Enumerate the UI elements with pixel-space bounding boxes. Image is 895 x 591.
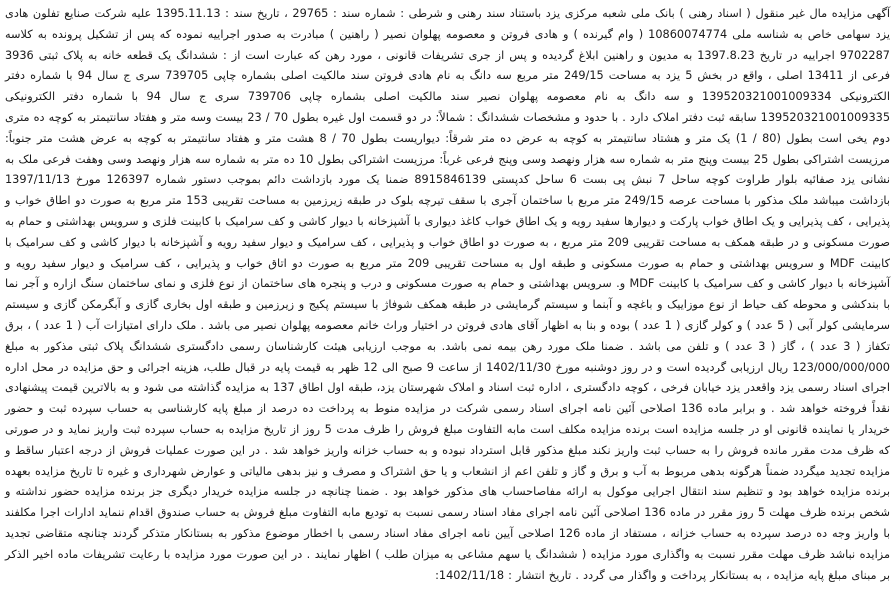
auction-notice-text: آگهی مزایده مال غیر منقول ( اسناد رهنی ) بانک ملی شعبه مرکزی یزد باستناد سند رهنی و شرطی : شماره سند : 29765 ، تاریخ سند : 1395.11.13 علیه شرکت صنایع تفلون هادی یزد سهامی خاص به شناسه ملی 10860074774 ( وام گیرنده ) و هادی فروتن و معصومه پهلوان نصیر ( راهنین ) مبادرت به صدور اجراییه نموده که پس از تشکیل پرونده به کلاسه 9702287 اجراییه در تاریخ 1397.8.23 به مدیون و راهنین ابلاغ گردیده و پس از جری تشریفات قانونی ، مورد رهن که عبارت است از : ششدانگ یک قطعه خانه به پلاک ثبتی 3936 فرعی از 13411 اصلی ، واقع در بخش 5 یزد به مساحت 249/15 متر مربع سه دانگ به نام هادی فروتن سند مالکیت اصلی بشماره چاپی 739705 سری ج سال 94 با شماره دفتر الکترونیکی 139520321001009334 و سه دانگ به نام معصومه پهلوان نصیر سند مالکیت اصلی بشماره چاپی 739706 سری ج سال 94 با شماره دفتر الکترونیکی 139520321001009335 سابقه ثبت دفتر املاک دارد . با حدود و مشخصات ششدانگ : شمالاً: در دو قسمت اول غیره بطول 70 / 23 بیست وسه متر و هفتاد سانتیمتر به کوچه ده متری دوم یخی است بطول (80 / 1) یک متر و هشتاد سانتیمتر به کوچه به عرض ده متر شرقاً: دیواریست بطول 70 / 8 هشت متر و هفتاد سانتیمتر به کوچه به عرض هشت متر جنوباً: مرزیست اشتراکی بطول 25 بیست وپنج متر به شماره سه هزار ونهصد وسی وپنج فرعی غرباً: مرزیست اشتراکی بطول 10 ده متر به شماره سه هزار ونهصد وسی وهفت فرعی ملک به نشانی یزد صفائیه بلوار طراوت کوچه ساحل 7 نبش پی بست 6 ساحل کدپستی 8915846139 ضمنا یک مورد بازداشت دائم بموجب دستور شماره 126397 مورخ 1397/11/13 بازداشت میباشد ملک مذکور با مساحت عرصه 249/15 متر مربع با ساختمان آجری با سقف تیرچه بلوک در طبقه زیرزمین به مساحت تقریبی 153 متر مربع به صورت دو اطاق خواب و پذیرایی ، کف پذیرایی و یک اطاق خواب پارکت و دیوارها سفید رویه و یک اطاق خواب کاغذ دیواری با آشپزخانه با دیوار کاشی و کف سرامیک با کابینت فلزی و سرویس بهداشتی و حمام به صورت مسکونی و در طبقه همکف به مساحت تقریبی 209 متر مربع ، به صورت دو اطاق خواب و پذیرایی ، کف سرامیک و دیوار سفید رویه و آشپزخانه با دیوار کاشی و کف سرامیک با کابینت MDF و سرویس بهداشتی و حمام به صورت مسکونی و طبقه اول به مساحت تقریبی 209 متر مربع به صورت دو اتاق خواب و پذیرایی ، کف سرامیک و دیوار سفید رویه و آشپزخانه با دیوار کاشی و کف سرامیک با کابینت MDF و. سرویس بهداشتی و حمام به صورت مسکونی و درب و پنجره های ساختمان از نوع فلزی و نمای ساختمان سنگ ازاره و آجر نما با بندکشی و محوطه کف حیاط از نوع موزاییک و باغچه و آبنما و سیستم گرمایشی در طبقه همکف شوفاژ با سیستم پکیج و زیرزمین و طبقه اول بخاری گازی و آبگرمکن گازی و سیستم سرمایشی کولر آبی ( 5 عدد ) و کولر گازی ( 1 عدد ) بوده و بنا به اظهار آقای هادی فروتن در اختیار وراث خانم معصومه پهلوان نصیر می باشد . ملک دارای امتیازات آب ( 1 عدد ) ، برق تکفاز ( 3 عدد ) ، گاز ( 3 عدد ) و تلفن می باشد . ضمنا ملک مورد رهن بیمه نمی باشد. به موجب ارزیابی هیئت کارشناسان رسمی دادگستری ششدانگ پلاک ثبتی مذکور به مبلغ 123/000/000/000 ریال ارزیابی گردیده است و در روز دوشنبه مورخ 1402/11/30 از ساعت 9 صبح الی 12 ظهر به قیمت پایه در قبال طلب، هزینه اجرائی و حق مزایده در محل اداره اجرای اسناد رسمی یزد واقعدر یزد خیابان فرخی ، کوچه دادگستری ، اداره ثبت اسناد و املاک شهرستان یزد، طبقه اول اطاق 137 به مزایده گذاشته می شود و به بالاترین قیمت پیشنهادی نقداً فروخته خواهد شد . و برابر ماده 136 اصلاحی آئین نامه اجرای اسناد رسمی شرکت در مزایده منوط به پرداخت ده درصد از مبلغ پایه کارشناسی به حساب سپرده ثبت و حضور خریدار یا نماینده قانونی او در جلسه مزایده است برنده مزایده مکلف است مابه التفاوت مبلغ فروش را ظرف مدت 5 روز از تاریخ مزایده به حساب سپرده ثبت واریز نماید و در صورتی که ظرف مدت مقرر مانده فروش را به حساب ثبت واریز نکند مبلغ مذکور قابل استرداد نبوده و به حساب خزانه واریز خواهد شد . در این صورت عملیات فروش از درجه اعتبار ساقط و مزایده تجدید میگردد ضمناً هرگونه بدهی مربوط به آب و برق و گاز و تلفن اعم از انشعاب و یا حق اشتراک و مصرف و نیز بدهی مالیاتی و عوارض شهرداری و غیره تا تاریخ مزایده بعهده برنده مزایده خواهد بود و تنظیم سند انتقال اجرایی موکول به ارائه مفاصاحساب های مذکور خواهد بود . ضمنا چنانچه در جلسه مزایده خریدار دیگری جز برنده مزایده حضور نداشته و شخص برنده ظرف مهلت 5 روز مقرر در ماده 136 اصلاحی آئین نامه اجرای مفاد اسناد رسمی نسبت به تودیع مابه التفاوت مبلغ فروش به حساب صندوق اقدام ننماید ادارات اجرا مکلفند با واریز وجه ده درصد سپرده به حساب خزانه ، مستفاد از ماده 126 اصلاحی آیین نامه اجرای مفاد اسناد رسمی با اخطار موضوع مذکور به بستانکار متذکر گردند چنانچه متقاضی تجدید مزایده نباشد ظرف مهلت مقرر نسبت به واگذاری مورد مزایده ( ششدانگ یا سهم مشاعی به میزان طلب ) اظهار نمایند . در این صورت مورد مزایده با رعایت تشریفات ماده اخیر الذکر بر مبنای مبلغ پایه مزایده ، به بستانکار پرداخت و واگذار می گردد . تاریخ انتشار : 1402/11/18: bbox=[5, 7, 891, 582]
